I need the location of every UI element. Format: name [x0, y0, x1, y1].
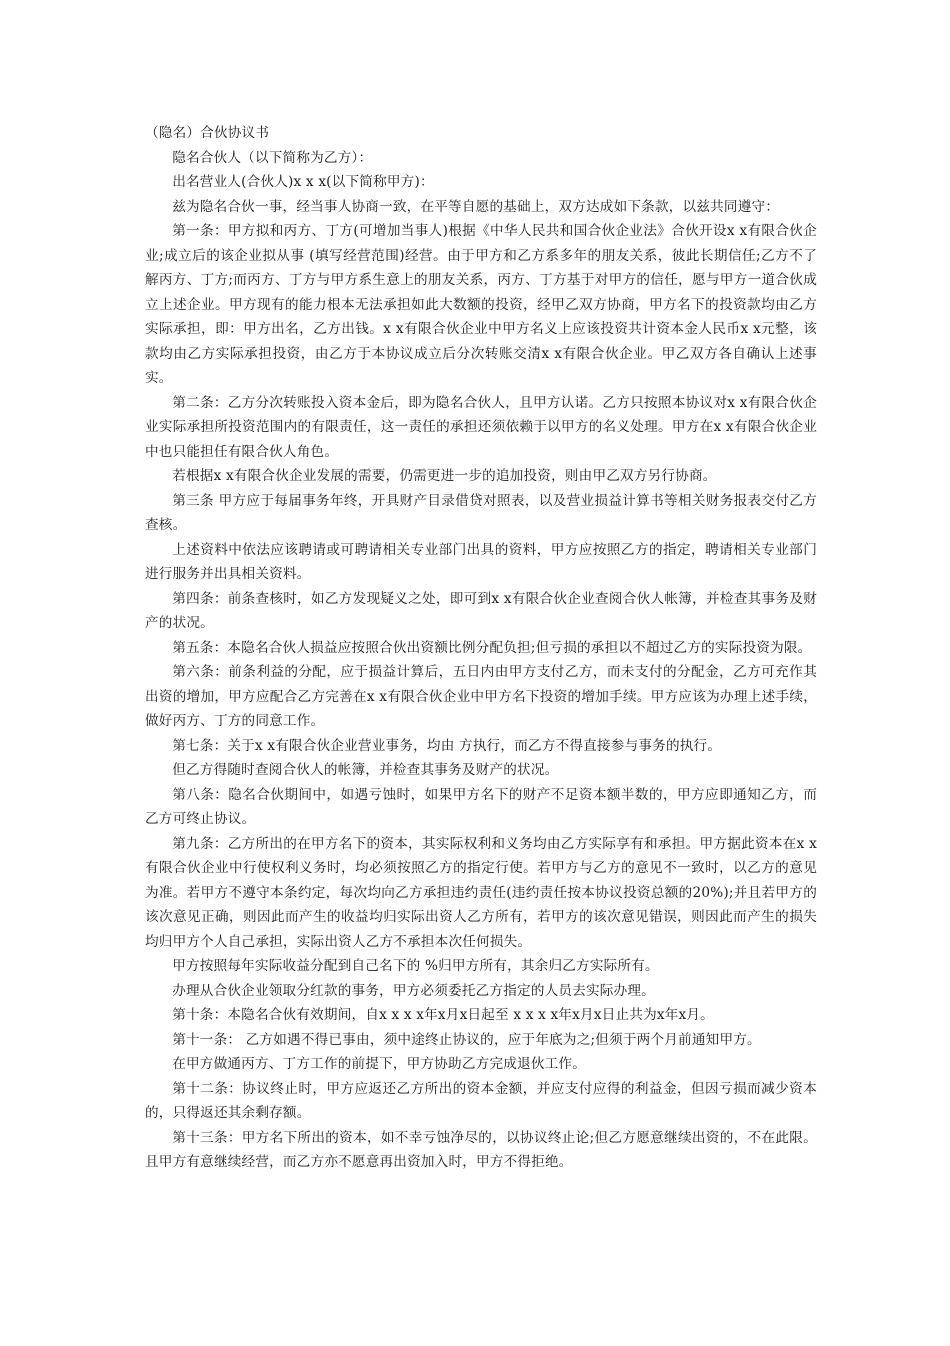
- paragraph-article-9: 第九条：乙方所出的在甲方名下的资本，其实际权利和义务均由乙方实际享有和承担。甲方据此资本在x x有限合伙企业中行使权利义务时，均必须按照乙方的指定行使。若甲方与乙方的意见不一致时，以乙方的意见为准。若甲方不遵守本条约定，每次均向乙方承担违约责任(违约责任按本协议投资总额的20%);并且若甲方的该次意见正确，则因此而产生的收益均归实际出资人乙方所有，若甲方的该次意见错误，则因此而产生的损失均归甲方个人自己承担，实际出资人乙方不承担本次任何损失。: [145, 835, 817, 950]
- paragraph-article-9-profit-share: 甲方按照每年实际收益分配到自己名下的 %归甲方所有，其余归乙方实际所有。: [172, 958, 659, 974]
- paragraph-article-2-supplement: 若根据x x有限合伙企业发展的需要，仍需更进一步的追加投资，则由甲乙双方另行协商。: [172, 468, 717, 484]
- paragraph-article-1: 第一条：甲方拟和丙方、丁方(可增加当事人)根据《中华人民共和国合伙企业法》合伙开设x x有限合伙企业;成立后的该企业拟从事 (填写经营范围)经营。由于甲方和乙方系多年的朋友关系，彼此长期信任;乙方不了解丙方、丁方;而丙方、丁方与甲方系生意上的朋友关系，丙方、丁方基于对甲方的信任，愿与甲方一道合伙成立上述企业。甲方现有的能力根本无法承担如此大数额的投资，经甲乙双方协商，甲方名下的投资款均由乙方实际承担，即：甲方出名，乙方出钱。x x有限合伙企业中甲方名义上应该投资共计资本金人民币x x元整，该款均由乙方实际承担投资，由乙方于本协议成立后分次转账交清x x有限合伙企业。甲乙双方各自确认上述事实。: [145, 223, 817, 386]
- paragraph-named-partner: 出名营业人(合伙人)x x x(以下简称甲方)：: [172, 174, 434, 190]
- paragraph-article-12: 第十二条：协议终止时，甲方应返还乙方所出的资本金额，并应支付应得的利益金，但因亏损而减少资本的，只得返还其余剩存额。: [145, 1080, 817, 1121]
- paragraph-article-10: 第十条：本隐名合伙有效期间，自x x x x年x月x日起至 x x x x年x月x日止共为x年x月。: [172, 1007, 714, 1023]
- paragraph-article-7-supplement: 但乙方得随时查阅合伙人的帐簿，并检查其事务及财产的状况。: [172, 762, 559, 778]
- paragraph-article-7: 第七条：关于x x有限合伙企业营业事务，均由 方执行，而乙方不得直接参与事务的执行。: [172, 737, 722, 754]
- paragraph-article-3-supplement: 上述资料中依法应该聘请或可聘请相关专业部门出具的资料，甲方应按照乙方的指定，聘请相关专业部门进行服务并出具相关资料。: [145, 541, 817, 582]
- paragraph-article-11: 第十一条： 乙方如遇不得已事由，须中途终止协议的，应于年底为之;但须于两个月前通知甲方。: [172, 1031, 761, 1048]
- paragraph-article-4: 第四条：前条查核时，如乙方发现疑义之处，即可到x x有限合伙企业查阅合伙人帐簿，并检查其事务及财产的状况。: [145, 590, 817, 631]
- paragraph-article-13: 第十三条：甲方名下所出的资本，如不幸亏蚀净尽的，以协议终止论;但乙方愿意继续出资的，不在此限。且甲方有意继续经营，而乙方亦不愿意再出资加入时，甲方不得拒绝。: [145, 1129, 817, 1170]
- document-body: [145, 121, 817, 1175]
- paragraph-silent-partner: 隐名合伙人（以下简称为乙方）：: [172, 149, 373, 166]
- paragraph-article-9-dividend: 办理从合伙企业领取分红款的事务，甲方必须委托乙方指定的人员去实际办理。: [172, 982, 655, 999]
- paragraph-article-5: 第五条：本隐名合伙人损益应按照合伙出资额比例分配负担;但亏损的承担以不超过乙方的实际投资为限。: [172, 639, 812, 656]
- paragraph-preamble: 兹为隐名合伙一事，经当事人协商一致，在平等自愿的基础上，双方达成如下条款，以兹共同遵守：: [172, 198, 780, 215]
- paragraph-article-8: 第八条：隐名合伙期间中，如遇亏蚀时，如果甲方名下的财产不足资本额半数的，甲方应即通知乙方，而乙方可终止协议。: [145, 786, 817, 827]
- paragraph-article-2: 第二条：乙方分次转账投入资本金后，即为隐名合伙人，且甲方认诺。乙方只按照本协议对x x有限合伙企业实际承担所投资范围内的有限责任，这一责任的承担还须依赖于以甲方的名义处理。甲方在x x有限合伙企业中也只能担任有限合伙人角色。: [145, 394, 817, 460]
- paragraph-article-6: 第六条：前条利益的分配，应于损益计算后，五日内由甲方支付乙方，而未支付的分配金，乙方可充作其出资的增加，甲方应配合乙方完善在x x有限合伙企业中甲方名下投资的增加手续。甲方应该为办理上述手续，做好丙方、丁方的同意工作。: [145, 664, 817, 729]
- paragraph-article-11-supplement: 在甲方做通丙方、丁方工作的前提下，甲方协助乙方完成退伙工作。: [172, 1056, 586, 1072]
- document-title: （隐名）合伙协议书: [145, 125, 270, 141]
- paragraph-article-3: 第三条 甲方应于每届事务年终，开具财产目录借贷对照表，以及营业损益计算书等相关财务报表交付乙方查核。: [145, 492, 817, 533]
